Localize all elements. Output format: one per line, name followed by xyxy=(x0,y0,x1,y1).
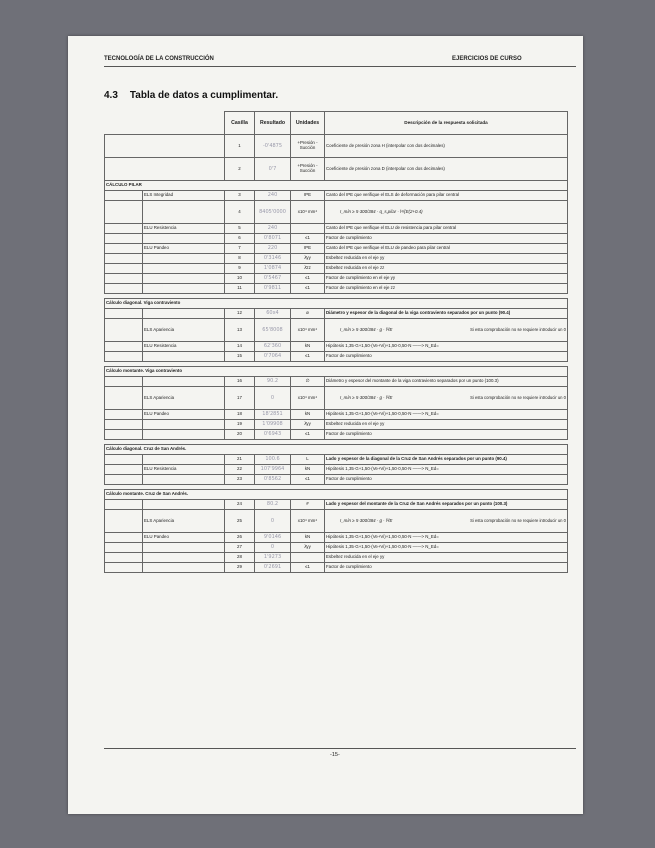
table-row xyxy=(105,533,568,543)
data-table xyxy=(104,111,568,573)
page-number: -15- xyxy=(330,752,340,758)
group-row xyxy=(105,490,568,500)
table-row xyxy=(105,510,568,533)
cell-unit: λ̄yy xyxy=(291,420,325,430)
cell-unit: x10⁴ mm⁴ xyxy=(291,319,325,342)
cell-unit: kN xyxy=(291,465,325,475)
cell-num: 16 xyxy=(225,377,255,387)
cell-desc: Canto del IPE que verifique el ELS de deformación para pilar central xyxy=(325,191,568,201)
table-row xyxy=(105,284,568,294)
cell-unit: x10⁴ mm⁴ xyxy=(291,387,325,410)
table-row xyxy=(105,563,568,573)
table-row xyxy=(105,342,568,352)
cell-num: 2 xyxy=(225,158,255,181)
section-number: 4.3 xyxy=(104,90,118,101)
table-row xyxy=(105,224,568,234)
header-left: TECNOLOGÍA DE LA CONSTRUCCIÓN xyxy=(104,56,214,62)
cell-num: 3 xyxy=(225,191,255,201)
table-row xyxy=(105,377,568,387)
cell-num: 12 xyxy=(225,309,255,319)
formula: I_mín ≥ 5·300/384 · g · l³/E xyxy=(340,517,393,523)
cell-num: 23 xyxy=(225,475,255,485)
cell-num: 18 xyxy=(225,410,255,420)
cell-result[interactable]: 0'8071 xyxy=(255,234,291,244)
cell-desc: Factor de cumplimiento xyxy=(325,234,568,244)
subgroup-label: ELU Resistencia xyxy=(143,224,225,234)
cell-num: 9 xyxy=(225,264,255,274)
cell-num: 11 xyxy=(225,284,255,294)
table-row xyxy=(105,352,568,362)
table-row xyxy=(105,455,568,465)
cell-result[interactable]: 0'7 xyxy=(255,158,291,181)
cell-result[interactable]: -0'4875 xyxy=(255,135,291,158)
cell-num: 7 xyxy=(225,244,255,254)
cell-unit: +Presión -Succión xyxy=(291,158,325,181)
cell-desc: Esbeltez reducida en el eje yy xyxy=(325,420,568,430)
cell-result[interactable]: 0 xyxy=(255,510,291,533)
cell-num: 29 xyxy=(225,563,255,573)
cell-unit: λ̄zz xyxy=(291,264,325,274)
cell-desc: Esbeltez reducida en el eje zz xyxy=(325,264,568,274)
cell-num: 6 xyxy=(225,234,255,244)
cell-num: 22 xyxy=(225,465,255,475)
cell-unit: ≤1 xyxy=(291,284,325,294)
cell-desc: Hipótesis 1,35·G+1,50·(Ve+Vi)+1,50·0,50·N ——> N_Ed= xyxy=(325,410,568,420)
cell-desc: Factor de cumplimiento xyxy=(325,475,568,485)
cell-result[interactable]: 0'5467 xyxy=(255,274,291,284)
cell-desc: Lado y espesor de la diagonal de la Cruz de San Andrés separados por un punto (90.4) xyxy=(325,455,568,465)
cell-desc: Hipótesis 1,35·G+1,50·(Ve+Vi)+1,50·0,50·N ——> N_Ed= xyxy=(325,342,568,352)
subgroup-label: ELS Apariencia xyxy=(143,387,225,410)
subgroup-label: ELU Pandeo xyxy=(143,410,225,420)
cell-num: 19 xyxy=(225,420,255,430)
note: Si esta comprobación no se requiere introducir un 0 xyxy=(470,326,566,332)
cell-num: 17 xyxy=(225,387,255,410)
cell-num: 25 xyxy=(225,510,255,533)
col-resultado: Resultado xyxy=(255,112,291,135)
cell-desc: Canto del IPE que verifique el ELU de pandeo para pilar central xyxy=(325,244,568,254)
cell-result[interactable]: 0 xyxy=(255,387,291,410)
cell-desc: Factor de cumplimiento en el eje zz xyxy=(325,284,568,294)
cell-unit: kN xyxy=(291,410,325,420)
table-row xyxy=(105,234,568,244)
cell-unit: λ̄yy xyxy=(291,543,325,553)
table-row xyxy=(105,553,568,563)
group-row xyxy=(105,445,568,455)
cell-unit xyxy=(291,553,325,563)
cell-unit: ≤1 xyxy=(291,274,325,284)
cell-result[interactable]: 107'9964 xyxy=(255,465,291,475)
table-row xyxy=(105,410,568,420)
cell-num: 20 xyxy=(225,430,255,440)
cell-num: 21 xyxy=(225,455,255,465)
cell-unit xyxy=(291,224,325,234)
formula: I_mín ≥ 5·300/384 · g · l³/E xyxy=(340,394,393,400)
cell-unit: ≤1 xyxy=(291,430,325,440)
subgroup-label: ELU Resistencia xyxy=(143,465,225,475)
group-label: Cálculo diagonal. Viga contraviento xyxy=(105,299,568,309)
table-row xyxy=(105,264,568,274)
cell-unit: kN xyxy=(291,533,325,543)
cell-num: 13 xyxy=(225,319,255,342)
cell-num: 24 xyxy=(225,500,255,510)
document-page xyxy=(68,36,583,814)
footer-rule xyxy=(104,748,576,749)
subgroup-label: ELS Apariencia xyxy=(143,319,225,342)
cell-result[interactable]: 8405'0000 xyxy=(255,201,291,224)
cell-unit: ≤1 xyxy=(291,475,325,485)
col-descripcion: Descripción de la respuesta solicitada xyxy=(325,112,568,135)
cell-result[interactable]: 100.6 xyxy=(255,455,291,465)
section-title-text: Tabla de datos a cumplimentar. xyxy=(129,90,279,101)
cell-unit: ≤1 xyxy=(291,352,325,362)
cell-result[interactable]: 0'6943 xyxy=(255,430,291,440)
table-row xyxy=(105,387,568,410)
table-row xyxy=(105,244,568,254)
cell-desc: Diámetro y espesor de la diagonal de la viga contraviento separados por un punto (90.4) xyxy=(325,309,568,319)
cell-num: 1 xyxy=(225,135,255,158)
table-row xyxy=(105,191,568,201)
cell-unit: x10⁴ mm⁴ xyxy=(291,201,325,224)
cell-result[interactable]: 60x4 xyxy=(255,309,291,319)
table-row xyxy=(105,274,568,284)
cell-unit: ≤1 xyxy=(291,234,325,244)
col-casilla: Casilla xyxy=(225,112,255,135)
group-label: Cálculo diagonal. Cruz de San Andrés. xyxy=(105,445,568,455)
cell-result[interactable]: 9'0146 xyxy=(255,533,291,543)
formula: I_mín ≥ 5·300/384 · g · l³/E xyxy=(340,326,393,332)
cell-result[interactable]: 0'8562 xyxy=(255,475,291,485)
table-row xyxy=(105,475,568,485)
cell-result[interactable]: 220 xyxy=(255,244,291,254)
cell-unit: x10⁴ mm⁴ xyxy=(291,510,325,533)
subgroup-label: ELS Integridad xyxy=(143,191,225,201)
table-header-row xyxy=(105,112,568,135)
cell-num: 8 xyxy=(225,254,255,264)
cell-unit: λ̄yy xyxy=(291,254,325,264)
cell-result[interactable]: 240 xyxy=(255,191,291,201)
cell-unit: IPE xyxy=(291,191,325,201)
cell-desc: Diámetro y espesor del montante de la viga contraviento separados por un punto (100.3) xyxy=(325,377,568,387)
cell-desc: Esbeltez reducida en el eje yy xyxy=(325,254,568,264)
cell-unit: ≤1 xyxy=(291,563,325,573)
cell-result[interactable]: 0'3146 xyxy=(255,254,291,264)
cell-num: 15 xyxy=(225,352,255,362)
col-unidades: Unidades xyxy=(291,112,325,135)
group-label: CÁLCULO PILAR xyxy=(105,181,568,191)
cell-num: 4 xyxy=(225,201,255,224)
formula: I_mín ≥ 5·300/384 · q_s,pilar · l⁴/(E(2+0.4) xyxy=(340,208,423,214)
cell-unit: ø xyxy=(291,309,325,319)
cell-desc: Hipótesis 1,35·G+1,50·(Ve+Vi)+1,50·0,50·N ——> N_Ed= xyxy=(325,543,568,553)
cell-result[interactable]: 0 xyxy=(255,543,291,553)
table-row xyxy=(105,254,568,264)
group-label: Cálculo montante. Cruz de San Andrés. xyxy=(105,490,568,500)
cell-result[interactable]: 0'9811 xyxy=(255,284,291,294)
cell-num: 5 xyxy=(225,224,255,234)
cell-result[interactable]: 0'2691 xyxy=(255,563,291,573)
subgroup-label: ELU Pandeo xyxy=(143,244,225,254)
note: Si esta comprobación no se requiere introducir un 0 xyxy=(470,517,566,523)
table-row xyxy=(105,158,568,181)
cell-unit: # xyxy=(291,500,325,510)
cell-unit: IPE xyxy=(291,244,325,254)
cell-desc: Canto del IPE que verifique el ELU de resistencia para pilar central xyxy=(325,224,568,234)
table-row xyxy=(105,319,568,342)
subgroup-label: ELU Resistencia xyxy=(143,342,225,352)
table-row xyxy=(105,135,568,158)
table-row xyxy=(105,465,568,475)
cell-result[interactable]: 1'9273 xyxy=(255,553,291,563)
cell-num: 27 xyxy=(225,543,255,553)
header-rule xyxy=(104,66,576,67)
cell-result[interactable]: 80.2 xyxy=(255,500,291,510)
group-row xyxy=(105,299,568,309)
table-row xyxy=(105,500,568,510)
table-row xyxy=(105,430,568,440)
section-title xyxy=(104,90,290,101)
cell-num: 26 xyxy=(225,533,255,543)
group-label: Cálculo montante. Viga contraviento xyxy=(105,367,568,377)
subgroup-label: ELU Pandeo xyxy=(143,533,225,543)
cell-desc: Factor de cumplimiento xyxy=(325,430,568,440)
cell-unit: +Presión -Succión xyxy=(291,135,325,158)
cell-desc: Lado y espesor del montante de la Cruz de San Andrés separados por un punto (100.3) xyxy=(325,500,568,510)
cell-result[interactable]: 1'09908 xyxy=(255,420,291,430)
cell-desc: Hipótesis 1,35·G+1,50·(Ve+Vi)+1,50·0,50·N ——> N_Ed= xyxy=(325,533,568,543)
table-row xyxy=(105,543,568,553)
table-row xyxy=(105,309,568,319)
cell-result[interactable]: 0'7064 xyxy=(255,352,291,362)
cell-result[interactable]: 1'0874 xyxy=(255,264,291,274)
cell-num: 28 xyxy=(225,553,255,563)
cell-desc: Factor de cumplimiento xyxy=(325,352,568,362)
cell-unit: kN xyxy=(291,342,325,352)
cell-desc: Coeficiente de presión zona H (interpolar con dos decimales) xyxy=(325,135,568,158)
subgroup-label: ELS Apariencia xyxy=(143,510,225,533)
cell-desc: Esbeltez reducida en el eje yy xyxy=(325,553,568,563)
group-row xyxy=(105,367,568,377)
cell-num: 10 xyxy=(225,274,255,284)
note: Si esta comprobación no se requiere introducir un 0 xyxy=(470,394,566,400)
cell-desc: Factor de cumplimiento xyxy=(325,563,568,573)
cell-desc: Factor de cumplimiento en el eje yy xyxy=(325,274,568,284)
cell-desc: Hipótesis 1,35·G+1,50·(Ve+Vi)+1,50·0,50·N ——> N_Ed= xyxy=(325,465,568,475)
cell-unit: L xyxy=(291,455,325,465)
cell-result[interactable]: 240 xyxy=(255,224,291,234)
header-right: EJERCICIOS DE CURSO xyxy=(452,56,522,62)
cell-result[interactable]: 90.2 xyxy=(255,377,291,387)
cell-result[interactable]: 65'8008 xyxy=(255,319,291,342)
cell-unit: ∅ xyxy=(291,377,325,387)
table-row xyxy=(105,420,568,430)
cell-result[interactable]: 62'360 xyxy=(255,342,291,352)
table-row xyxy=(105,201,568,224)
group-row xyxy=(105,181,568,191)
cell-desc: Coeficiente de presión zona D (interpolar con dos decimales) xyxy=(325,158,568,181)
cell-result[interactable]: 18'2851 xyxy=(255,410,291,420)
cell-num: 14 xyxy=(225,342,255,352)
